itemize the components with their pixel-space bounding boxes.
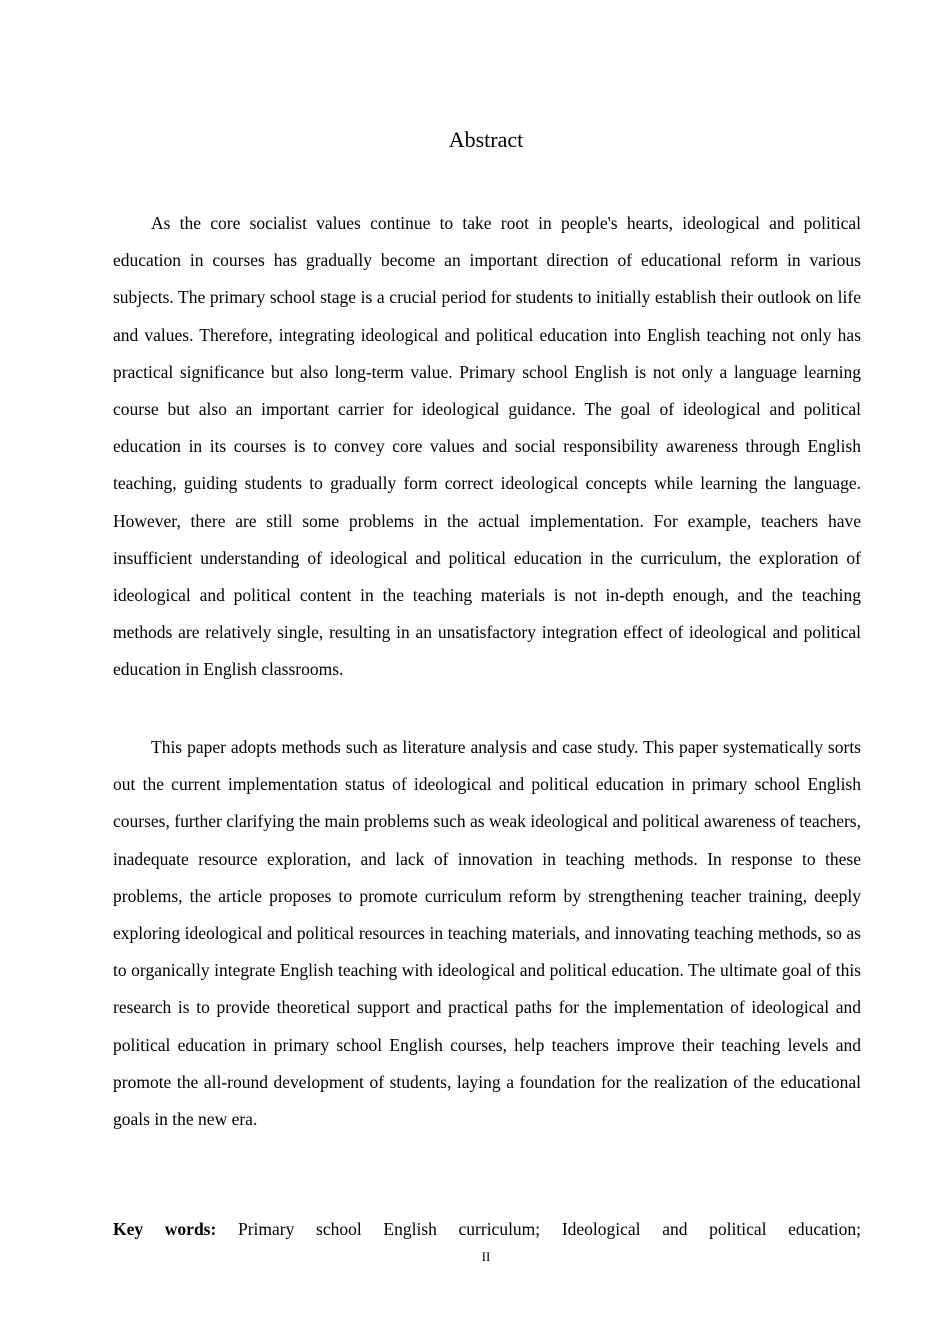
keywords-line xyxy=(113,1211,861,1248)
keywords-text: Primary school English curriculum; Ideological and political education; xyxy=(238,1219,861,1239)
abstract-paragraph-1: As the core socialist values continue to take root in people's hearts, ideological and political education in courses has gradually become an important direction of educational reform in various subjects. The primary school stage is a crucial period for students to initially establish their outlook on life and values. Therefore, integrating ideological and political education into English teaching not only has practical significance but also long-term value. Primary school English is not only a language learning course but also an important carrier for ideological guidance. The goal of ideological and political education in its courses is to convey core values and social responsibility awareness through English teaching, guiding students to gradually form correct ideological concepts while learning the language. However, there are still some problems in the actual implementation. For example, teachers have insufficient understanding of ideological and political education in the curriculum, the exploration of ideological and political content in the teaching materials is not in-depth enough, and the teaching methods are relatively single, resulting in an unsatisfactory integration effect of ideological and political education in English classrooms. xyxy=(113,213,861,680)
abstract-paragraph-2: This paper adopts methods such as literature analysis and case study. This paper systematically sorts out the current implementation status of ideological and political education in primary school English courses, further clarifying the main problems such as weak ideological and political awareness of teachers, inadequate resource exploration, and lack of innovation in teaching methods. In response to these problems, the article proposes to promote curriculum reform by strengthening teacher training, deeply exploring ideological and political resources in teaching materials, and innovating teaching methods, so as to organically integrate English teaching with ideological and political education. The ultimate goal of this research is to provide theoretical support and practical paths for the implementation of ideological and political education in primary school English courses, help teachers improve their teaching levels and promote the all-round development of students, laying a foundation for the realization of the educational goals in the new era. xyxy=(113,737,861,1130)
keywords-label: Key words: xyxy=(113,1219,217,1239)
page-number: II xyxy=(481,1249,491,1264)
page-title: Abstract xyxy=(448,127,524,152)
